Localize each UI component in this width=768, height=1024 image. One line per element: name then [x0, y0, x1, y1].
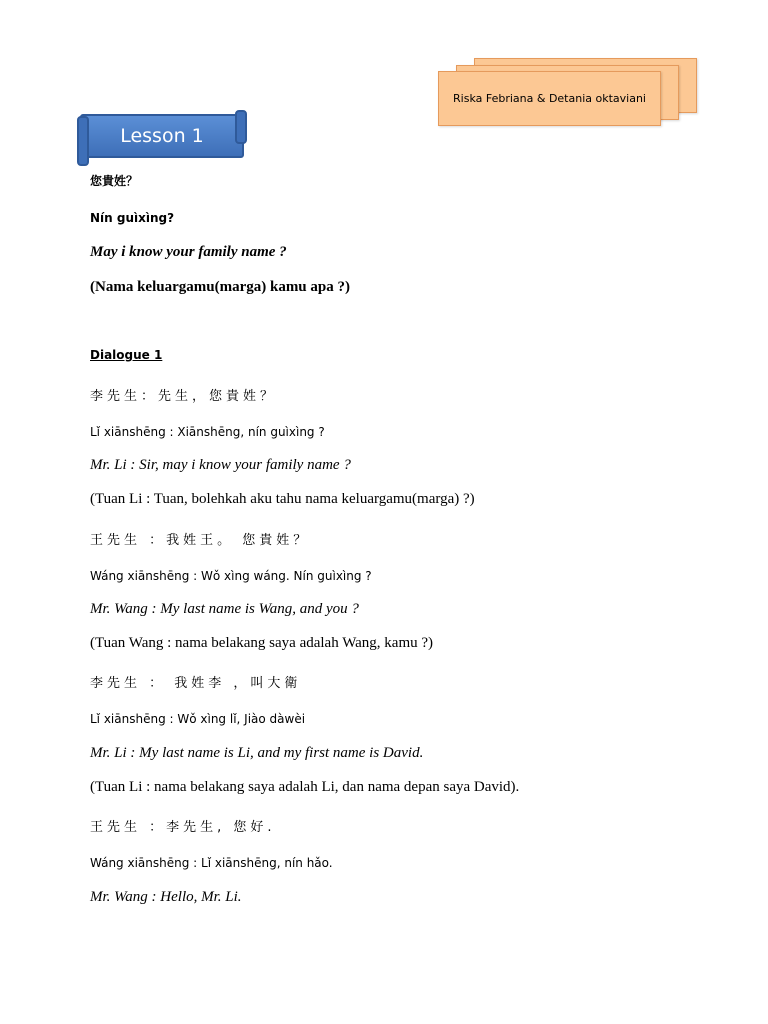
dialogue-1-hanzi: 李先生：先生，您貴姓？ [90, 389, 278, 404]
dialogue-3-english: Mr. Li : My last name is Li, and my first name is David. [90, 745, 424, 761]
intro-indonesian: (Nama keluargamu(marga) kamu apa ?) [90, 279, 350, 295]
intro-english: May i know your family name ? [90, 244, 287, 260]
scroll-curl-right [235, 110, 247, 144]
dialogue-3-hanzi: 李先生 ： 我姓李 ，叫大衛 [90, 676, 302, 691]
dialogue-4-pinyin: Wáng xiānshēng : Lǐ xiānshēng, nín hǎo. [90, 856, 333, 870]
lesson-title: Lesson 1 [120, 125, 204, 147]
intro-pinyin: Nín guìxìng? [90, 211, 175, 225]
dialogue-2-hanzi: 王先生 ：我姓王。 您貴姓？ [90, 533, 311, 548]
dialogue-3-pinyin: Lǐ xiānshēng : Wǒ xìng lǐ, Jiào dàwèi [90, 712, 306, 726]
dialogue-2-english: Mr. Wang : My last name is Wang, and you ? [90, 601, 359, 617]
dialogue-4-hanzi: 王先生 ：李先生, 您好. [90, 820, 276, 835]
dialogue-2-pinyin: Wáng xiānshēng : Wǒ xìng wáng. Nín guìxìng ? [90, 569, 372, 583]
dialogue-title: Dialogue 1 [90, 348, 163, 362]
intro-hanzi: 您貴姓？ [90, 174, 139, 188]
banner-card-front [438, 71, 661, 126]
dialogue-4-english: Mr. Wang : Hello, Mr. Li. [90, 889, 242, 905]
dialogue-3-indonesian: (Tuan Li : nama belakang saya adalah Li, dan nama depan saya David). [90, 779, 520, 795]
lesson-banner [80, 114, 244, 158]
dialogue-1-english: Mr. Li : Sir, may i know your family name ? [90, 457, 351, 473]
author-names: Riska Febriana & Detania oktaviani [453, 92, 646, 105]
dialogue-2-indonesian: (Tuan Wang : nama belakang saya adalah Wang, kamu ?) [90, 635, 434, 651]
dialogue-1-indonesian: (Tuan Li : Tuan, bolehkah aku tahu nama keluargamu(marga) ?) [90, 491, 475, 507]
scroll-curl-left [77, 116, 89, 166]
dialogue-1-pinyin: Lǐ xiānshēng : Xiānshēng, nín guìxìng ? [90, 425, 325, 439]
